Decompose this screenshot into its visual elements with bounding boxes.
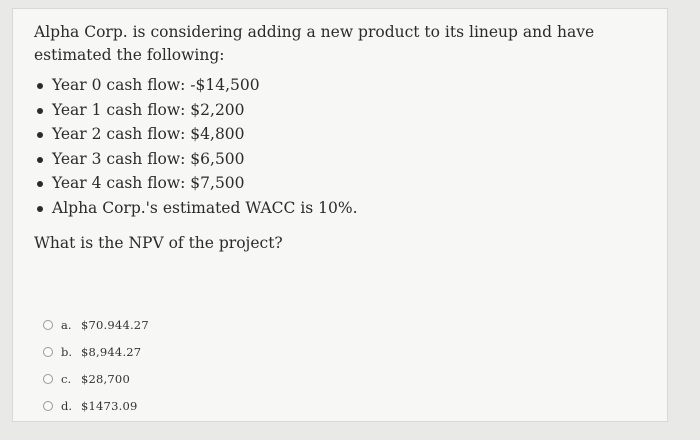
option-letter: c.	[61, 371, 72, 386]
option-d[interactable]	[43, 392, 149, 419]
question-text	[34, 21, 654, 255]
bullet-year-2: Year 2 cash flow: $4,800	[34, 122, 654, 147]
question-prompt: What is the NPV of the project?	[34, 234, 283, 252]
option-letter: b.	[61, 344, 73, 359]
option-value: $28,700	[81, 371, 130, 386]
question-intro: Alpha Corp. is considering adding a new product to its lineup and have estimated the following:	[34, 23, 595, 64]
cash-flow-list	[34, 73, 654, 220]
option-value: $1473.09	[81, 398, 138, 413]
radio-button-c[interactable]	[43, 374, 53, 384]
radio-button-b[interactable]	[43, 347, 53, 357]
option-value: $70.944.27	[81, 317, 149, 332]
option-letter: d.	[61, 398, 73, 413]
bullet-wacc: Alpha Corp.'s estimated WACC is 10%.	[34, 196, 654, 221]
bullet-year-3: Year 3 cash flow: $6,500	[34, 147, 654, 172]
bullet-year-4: Year 4 cash flow: $7,500	[34, 171, 654, 196]
answer-options	[43, 311, 149, 419]
option-letter: a.	[61, 317, 72, 332]
radio-button-a[interactable]	[43, 320, 53, 330]
option-a[interactable]	[43, 311, 149, 338]
option-value: $8,944.27	[81, 344, 142, 359]
radio-button-d[interactable]	[43, 401, 53, 411]
bullet-year-1: Year 1 cash flow: $2,200	[34, 98, 654, 123]
option-c[interactable]	[43, 365, 149, 392]
question-card	[12, 8, 668, 422]
option-b[interactable]	[43, 338, 149, 365]
bullet-year-0: Year 0 cash flow: -$14,500	[34, 73, 654, 98]
